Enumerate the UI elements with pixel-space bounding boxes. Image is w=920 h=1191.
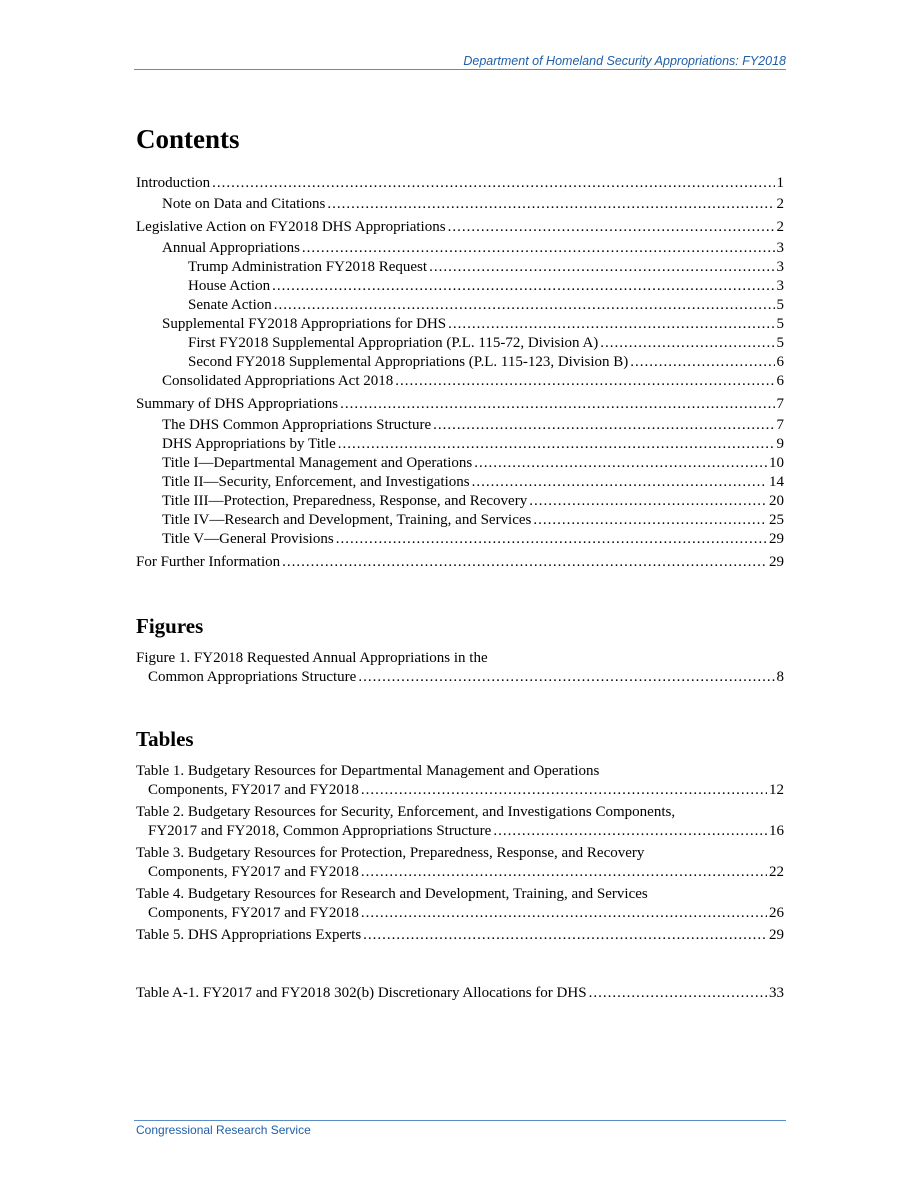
toc-entry[interactable]: DHS Appropriations by Title ..... 9 (136, 435, 784, 454)
running-header: Department of Homeland Security Appropriations: FY2018 (463, 54, 786, 68)
tables-list (136, 762, 784, 945)
toc-entry[interactable]: Title IV—Research and Development, Training, and Services ..... 25 (136, 511, 784, 530)
toc-entry[interactable]: Title III—Protection, Preparedness, Response, and Recovery ..... 20 (136, 492, 784, 511)
toc-entry[interactable]: Legislative Action on FY2018 DHS Appropriations ..... 2 (136, 216, 784, 239)
toc-entry[interactable]: House Action ..... 3 (136, 277, 784, 296)
footer-publisher: Congressional Research Service (136, 1123, 311, 1137)
figure-entry[interactable]: Figure 1. FY2018 Requested Annual Appropriations in the Common Appropriations Structure ..... 8 (136, 649, 784, 687)
toc-entry[interactable]: Note on Data and Citations ..... 2 (136, 195, 784, 214)
tables-heading: Tables (136, 727, 194, 751)
table-entry[interactable]: Table 5. DHS Appropriations Experts ..... 29 (136, 926, 784, 945)
toc-entry[interactable]: Title V—General Provisions ..... 29 (136, 530, 784, 549)
toc-entry[interactable]: Introduction ..... 1 (136, 172, 784, 195)
table-entry[interactable]: Table A-1. FY2017 and FY2018 302(b) Discretionary Allocations for DHS ..... 33 (136, 984, 784, 1003)
contents-heading: Contents (136, 124, 240, 154)
toc-entry[interactable]: Title II—Security, Enforcement, and Investigations ..... 14 (136, 473, 784, 492)
table-entry[interactable]: Table 3. Budgetary Resources for Protection, Preparedness, Response, and Recovery Components, FY2017 and FY2018 ..... 22 (136, 844, 784, 882)
toc-entry[interactable]: Title I—Departmental Management and Operations ..... 10 (136, 454, 784, 473)
appendix-tables-list (136, 984, 784, 1003)
toc-entry[interactable]: Summary of DHS Appropriations ..... 7 (136, 393, 784, 416)
toc-entry[interactable]: Supplemental FY2018 Appropriations for DHS ..... 5 (136, 315, 784, 334)
toc-entry[interactable]: Trump Administration FY2018 Request ..... 3 (136, 258, 784, 277)
contents-list (136, 172, 784, 574)
toc-entry[interactable]: For Further Information ..... 29 (136, 551, 784, 574)
header-rule (134, 69, 786, 70)
toc-entry[interactable]: Senate Action ..... 5 (136, 296, 784, 315)
figures-list (136, 649, 784, 690)
footer-rule (134, 1120, 786, 1121)
toc-entry[interactable]: Annual Appropriations ..... 3 (136, 239, 784, 258)
figures-heading: Figures (136, 614, 204, 638)
toc-entry[interactable]: The DHS Common Appropriations Structure ..... 7 (136, 416, 784, 435)
table-entry[interactable]: Table 2. Budgetary Resources for Security, Enforcement, and Investigations Components, FY2017 and FY2018, Common Appropriations Structure ..... 16 (136, 803, 784, 841)
table-entry[interactable]: Table 1. Budgetary Resources for Departmental Management and Operations Components, FY2017 and FY2018 ..... 12 (136, 762, 784, 800)
toc-entry[interactable]: First FY2018 Supplemental Appropriation (P.L. 115-72, Division A) ..... 5 (136, 334, 784, 353)
toc-entry[interactable]: Consolidated Appropriations Act 2018 ..... 6 (136, 372, 784, 391)
toc-entry[interactable]: Second FY2018 Supplemental Appropriations (P.L. 115-123, Division B) ..... 6 (136, 353, 784, 372)
table-entry[interactable]: Table 4. Budgetary Resources for Research and Development, Training, and Services Components, FY2017 and FY2018 ..... 26 (136, 885, 784, 923)
